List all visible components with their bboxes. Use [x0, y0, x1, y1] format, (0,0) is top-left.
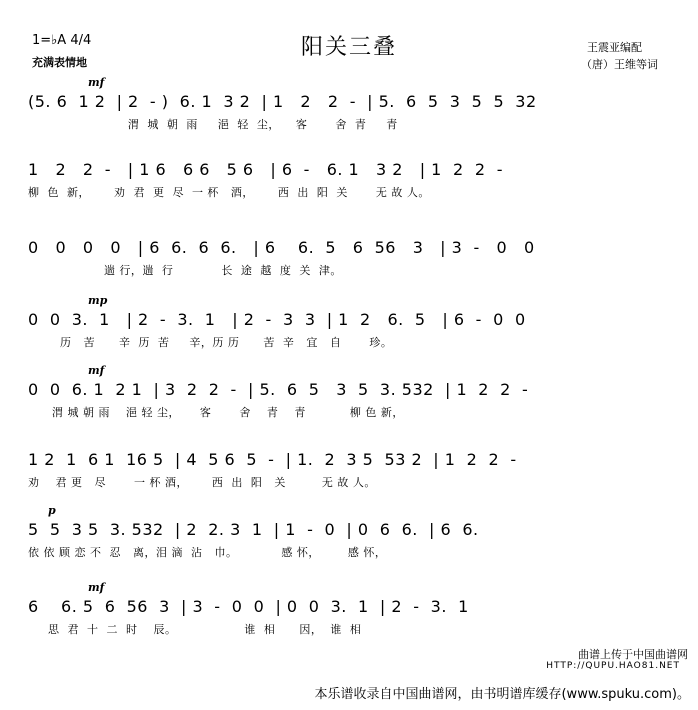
time-signature: 4/4	[70, 33, 92, 48]
upload-credit: 曲谱上传于中国曲谱网	[578, 648, 688, 661]
dynamic-mark: mf	[88, 364, 105, 377]
dynamic-mark: mf	[88, 76, 105, 89]
lyricist-credit: （唐）王维等词	[581, 58, 658, 71]
notation-line: 0 0 3. 1 | 2 - 3. 1 | 2 - 3 3 | 1 2 6. 5 | 6 - 0 0	[28, 310, 526, 329]
notation-line: 1 2 2 - | 1 6 6 6 5 6 | 6 - 6. 1 3 2 | 1 2 2 -	[28, 160, 503, 179]
key-signature: 1=♭A 4/4	[32, 33, 92, 48]
dynamic-mark: p	[48, 504, 56, 517]
score-system-7	[28, 504, 668, 586]
lyrics-line: 劝 君 更 尽 一 杯 酒， 西 出 阳 关 无 故 人。	[28, 476, 376, 489]
score-system-4	[28, 294, 668, 376]
lyrics-line: 历 苦 辛 历 苦 辛，历 历 苦 辛 宜 自 珍。	[28, 336, 393, 349]
score-system-2	[28, 160, 668, 226]
lyrics-line: 渭 城 朝 雨 浥 轻 尘， 客 舍 青 青 柳 色 新，	[28, 406, 404, 419]
arranger-credit: 王震亚编配	[587, 41, 642, 54]
score-system-3	[28, 238, 668, 304]
lyrics-line: 依 依 顾 恋 不 忍 离，泪 滴 沾 巾。 感 怀， 感 怀，	[28, 546, 387, 559]
notation-line: (5. 6 1 2 | 2 - ) 6. 1 3 2 | 1 2 2 - | 5. 6 5 3 5 5 32	[28, 92, 537, 111]
dynamic-mark: mf	[88, 581, 105, 594]
notation-line: 0 0 0 0 | 6 6. 6 6. | 6 6. 5 6 56 3 | 3 - 0 0	[28, 238, 535, 257]
lyrics-line: 思 君 十 二 时 辰。 谁 相 因， 谁 相	[28, 623, 362, 636]
page-title: 阳关三叠	[300, 35, 397, 60]
dynamic-mark: mp	[88, 294, 108, 307]
lyrics-line: 遄 行，遄 行 长 途 越 度 关 津。	[28, 264, 342, 277]
score-system-1	[28, 76, 668, 158]
notation-line: 0 0 6. 1 2 1 | 3 2 2 - | 5. 6 5 3 5 3. 532 | 1 2 2 -	[28, 380, 529, 399]
footer-note: 本乐谱收录自中国曲谱网，由书明谱库缓存(www.spuku.com)。	[314, 687, 690, 702]
upload-url: HTTP://QUPU.HAO81.NET	[546, 661, 680, 671]
notation-line: 5 5 3 5 3. 532 | 2 2. 3 1 | 1 - 0 | 0 6 6. | 6 6.	[28, 520, 479, 539]
score-system-8	[28, 581, 668, 663]
notation-line: 6 6. 5 6 56 3 | 3 - 0 0 | 0 0 3. 1 | 2 - 3. 1	[28, 597, 469, 616]
score-system-6	[28, 450, 668, 516]
lyrics-line: 渭 城 朝 雨 浥 轻 尘， 客 舍 青 青	[28, 118, 398, 131]
lyrics-line: 柳 色 新， 劝 君 更 尽 一 杯 酒， 西 出 阳 关 无 故 人。	[28, 186, 430, 199]
tempo-mark: 充满表情地	[32, 56, 87, 69]
score-system-5	[28, 364, 668, 446]
notation-line: 1 2 1 6 1 16 5 | 4 5 6 5 - | 1. 2 3 5 53 2 | 1 2 2 -	[28, 450, 517, 469]
